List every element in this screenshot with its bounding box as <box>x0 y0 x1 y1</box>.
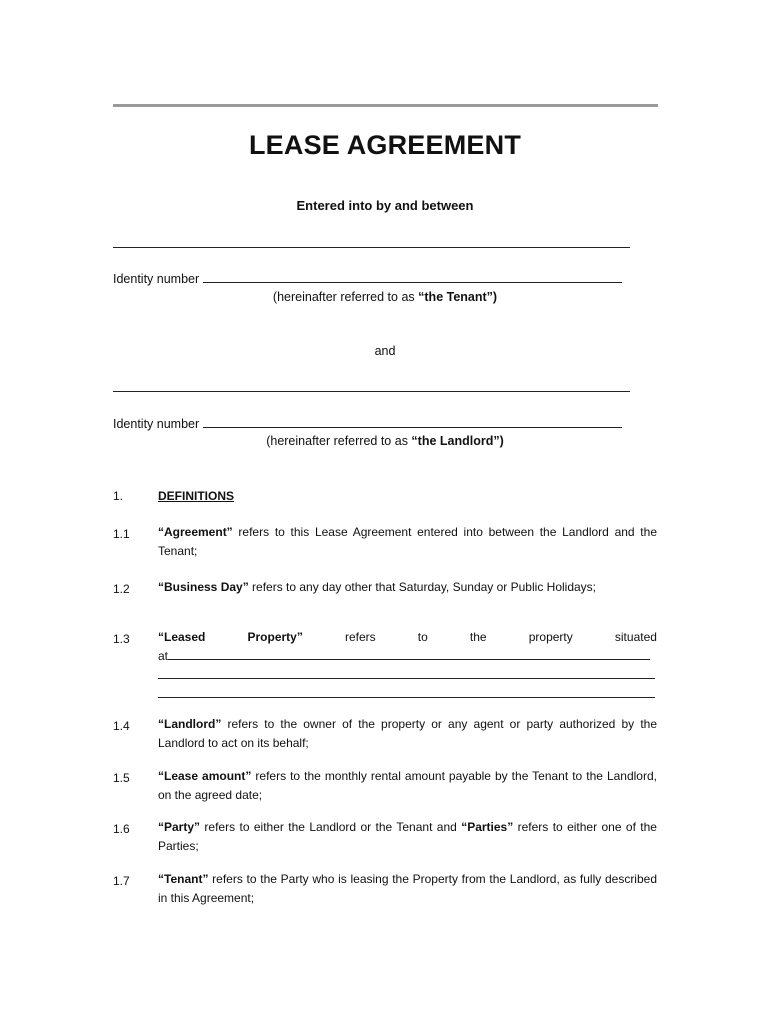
clause-1-6: “Party” refers to either the Landlord or the Tenant and “Parties” refers to either one of the Parties; <box>158 820 657 853</box>
landlord-identity-blank[interactable] <box>203 416 622 428</box>
clause-1-1: “Agreement” refers to this Lease Agreement entered into between the Landlord and the Tenant; <box>158 525 657 558</box>
top-rule <box>113 104 658 107</box>
clause-1-3: “Leased Property” refers to the property situated at <box>158 628 657 704</box>
clause-number: 1.3 <box>113 632 130 646</box>
at-label: at <box>158 649 169 663</box>
property-address-blank-1[interactable] <box>168 648 650 660</box>
clause-1-5: “Lease amount” refers to the monthly rental amount payable by the Tenant to the Landlord, on the agreed date; <box>158 769 657 802</box>
tenant-reference: (hereinafter referred to as “the Tenant”) <box>272 290 498 304</box>
clause-number: 1.4 <box>113 719 130 733</box>
clause-number: 1.7 <box>113 874 130 888</box>
section-heading: DEFINITIONS <box>158 489 235 503</box>
landlord-reference: (hereinafter referred to as “the Landlord”) <box>266 434 504 448</box>
tenant-identity-label: Identity number <box>113 272 200 286</box>
document-title: LEASE AGREEMENT <box>248 130 522 160</box>
tenant-identity-blank[interactable] <box>203 271 622 283</box>
landlord-identity-line <box>113 416 622 431</box>
property-address-blank-3[interactable] <box>158 686 655 698</box>
clause-number: 1.1 <box>113 527 130 541</box>
section-number: 1. <box>113 489 124 503</box>
landlord-name-blank[interactable] <box>113 380 630 395</box>
clause-1-4: “Landlord” refers to the owner of the property or any agent or party authorized by the Landlord to act on its behalf; <box>158 717 657 750</box>
clause-number: 1.6 <box>113 822 130 836</box>
landlord-identity-label: Identity number <box>113 417 200 431</box>
clause-number: 1.2 <box>113 582 130 596</box>
tenant-identity-line <box>113 271 622 286</box>
tenant-name-blank[interactable] <box>113 236 630 251</box>
landlord-term: “the Landlord”) <box>411 434 504 448</box>
clause-number: 1.5 <box>113 771 130 785</box>
property-address-blank-2[interactable] <box>158 667 655 679</box>
document-subtitle: Entered into by and between <box>296 198 474 213</box>
tenant-term: “the Tenant”) <box>418 290 498 304</box>
and-text: and <box>374 344 396 358</box>
clause-1-2: “Business Day” refers to any day other that Saturday, Sunday or Public Holidays; <box>158 580 596 594</box>
clause-1-7: “Tenant” refers to the Party who is leasing the Property from the Landlord, as fully described in this Agreement; <box>158 872 657 905</box>
